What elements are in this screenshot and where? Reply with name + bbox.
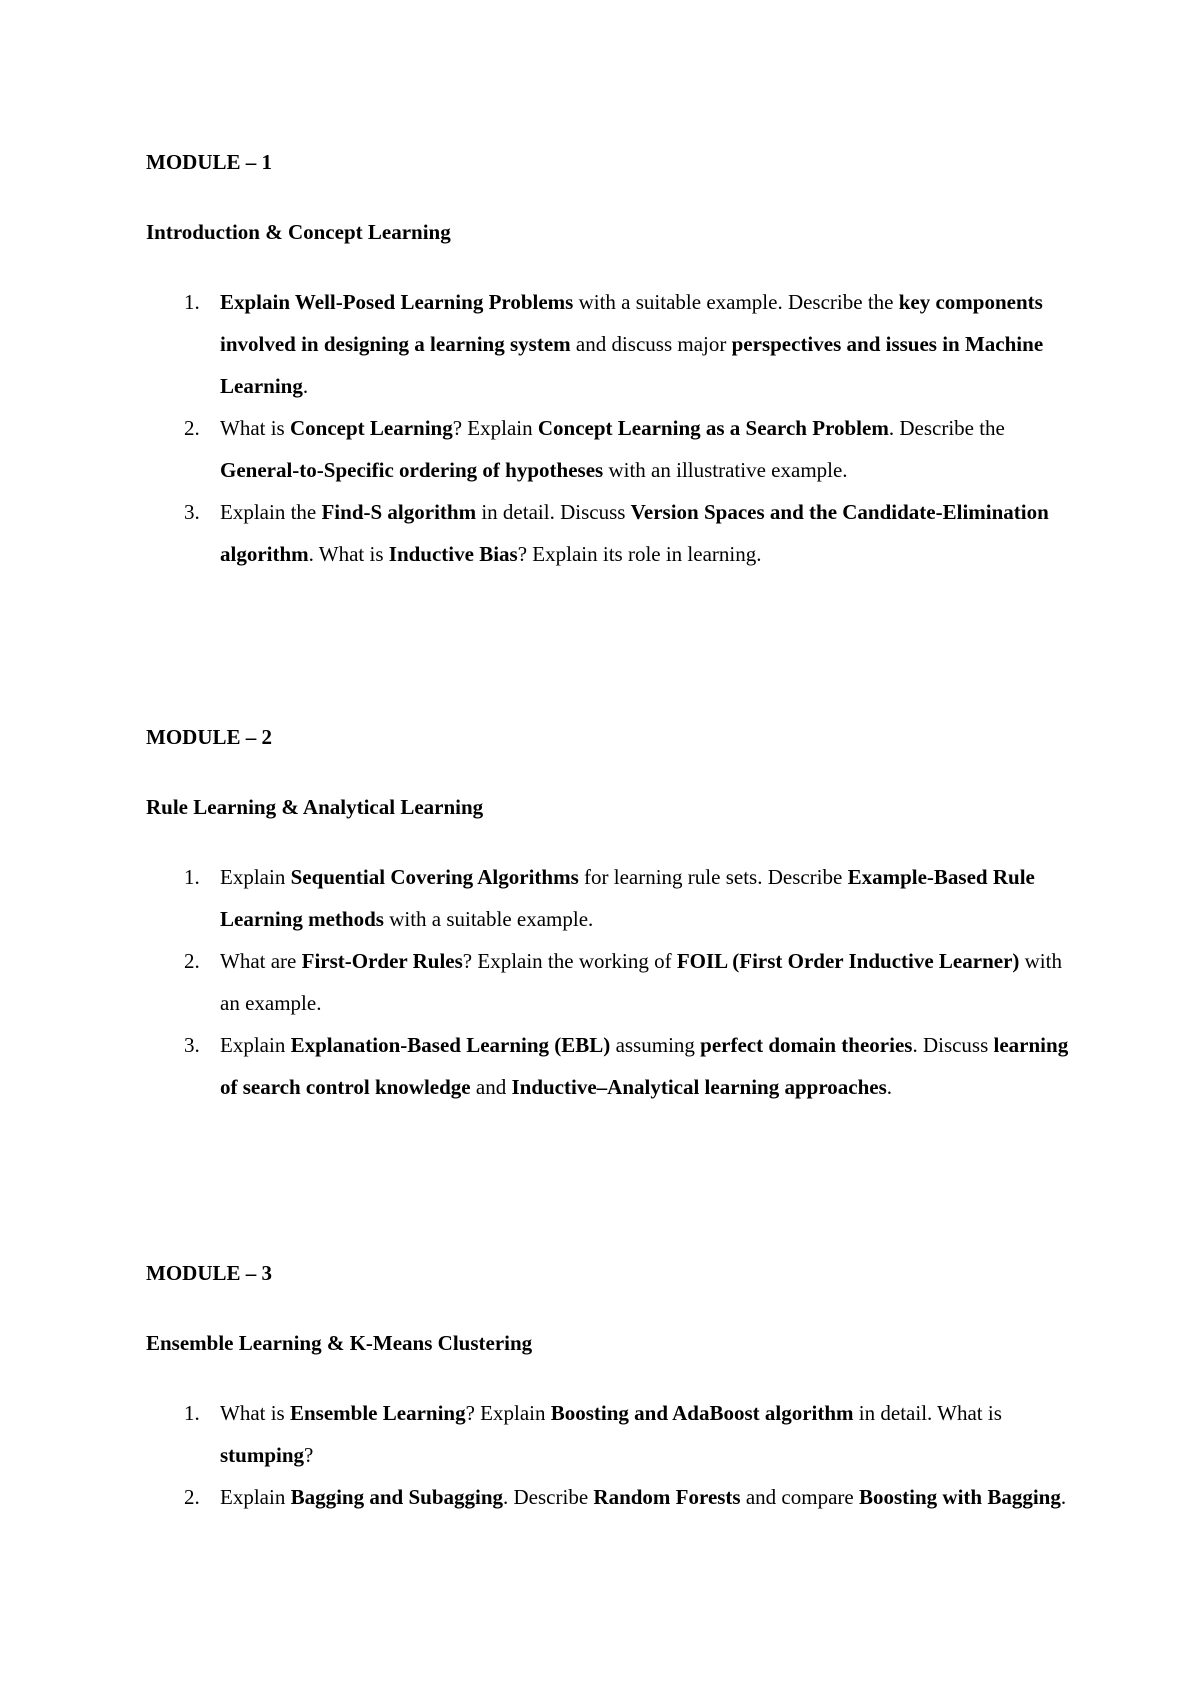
module-2-section xyxy=(146,716,1076,1108)
question-item xyxy=(146,1024,1076,1108)
question-segment: assuming xyxy=(610,1033,701,1057)
question-segment: General-to-Specific ordering of hypotheses xyxy=(220,458,604,482)
question-segment: . xyxy=(886,1075,893,1099)
question-text xyxy=(220,865,1035,931)
question-number: 1. xyxy=(184,865,200,889)
question-list xyxy=(146,856,1076,1108)
module-1-section xyxy=(146,141,1076,575)
question-segment: key components involved in designing a learning system xyxy=(220,290,1043,356)
question-text xyxy=(220,949,1062,1015)
question-segment: Explain xyxy=(220,1485,291,1509)
question-segment: perspectives and issues in Machine Learning xyxy=(220,332,1044,398)
question-segment: Explain xyxy=(220,865,291,889)
module-heading: MODULE – 1 xyxy=(146,150,272,174)
question-segment: Bagging and Subagging xyxy=(290,1485,504,1509)
question-item xyxy=(146,407,1076,491)
question-segment: Example-Based Rule Learning methods xyxy=(220,865,1035,931)
question-segment: ? Explain xyxy=(452,416,538,440)
module-heading: MODULE – 3 xyxy=(146,1261,272,1285)
question-segment: Concept Learning xyxy=(289,416,453,440)
question-number: 2. xyxy=(184,949,200,973)
question-segment: learning of search control knowledge xyxy=(220,1033,1069,1099)
question-segment: Explain the xyxy=(220,500,322,524)
module-title: Introduction & Concept Learning xyxy=(146,220,451,244)
question-segment: Inductive Bias xyxy=(388,542,518,566)
question-segment: FOIL (First Order Inductive Learner) xyxy=(676,949,1020,973)
question-segment: . Describe xyxy=(503,1485,594,1509)
question-number: 3. xyxy=(184,1033,200,1057)
question-segment: Boosting and AdaBoost algorithm xyxy=(550,1401,854,1425)
question-segment: with a suitable example. xyxy=(383,907,594,931)
question-segment: . xyxy=(1060,1485,1067,1509)
question-segment: with an illustrative example. xyxy=(603,458,848,482)
question-segment: . Describe the xyxy=(888,416,1005,440)
question-item xyxy=(146,1476,1076,1518)
module-3-section xyxy=(146,1252,1076,1518)
question-text xyxy=(220,1485,1066,1509)
question-segment: in detail. Discuss xyxy=(476,500,631,524)
question-segment: ? Explain its role in learning. xyxy=(517,542,762,566)
module-title: Ensemble Learning & K-Means Clustering xyxy=(146,1331,533,1355)
question-list xyxy=(146,1392,1076,1518)
question-text xyxy=(220,1401,1002,1467)
question-text xyxy=(220,500,1049,566)
question-segment: ? xyxy=(304,1443,314,1467)
question-segment: Version Spaces and the Candidate-Elimination algorithm xyxy=(220,500,1049,566)
question-item xyxy=(146,940,1076,1024)
question-segment: What is xyxy=(220,416,290,440)
question-item xyxy=(146,281,1076,407)
module-heading: MODULE – 2 xyxy=(146,725,272,749)
question-segment: with an example. xyxy=(220,949,1062,1015)
question-segment: . xyxy=(302,374,309,398)
question-segment: Boosting with Bagging xyxy=(858,1485,1061,1509)
question-segment: ? Explain the working of xyxy=(462,949,677,973)
question-segment: Ensemble Learning xyxy=(289,1401,466,1425)
question-segment: stumping xyxy=(220,1443,305,1467)
question-segment: Explanation-Based Learning (EBL) xyxy=(290,1033,611,1057)
question-text xyxy=(220,416,1005,482)
question-segment: in detail. What is xyxy=(853,1401,1002,1425)
question-list xyxy=(146,281,1076,575)
question-segment: Find-S algorithm xyxy=(321,500,477,524)
question-segment: First-Order Rules xyxy=(301,949,463,973)
question-segment: and discuss major xyxy=(570,332,732,356)
question-segment: perfect domain theories xyxy=(700,1033,913,1057)
question-number: 2. xyxy=(184,416,200,440)
question-segment: Inductive–Analytical learning approaches xyxy=(511,1075,887,1099)
question-item xyxy=(146,491,1076,575)
question-segment: Random Forests xyxy=(593,1485,741,1509)
question-segment: for learning rule sets. Describe xyxy=(578,865,848,889)
question-segment: What are xyxy=(220,949,302,973)
question-text xyxy=(220,290,1043,398)
question-segment: What is xyxy=(220,1401,290,1425)
question-number: 1. xyxy=(184,290,200,314)
question-number: 3. xyxy=(184,500,200,524)
question-text xyxy=(220,1033,1068,1099)
question-item xyxy=(146,856,1076,940)
question-segment: ? Explain xyxy=(465,1401,551,1425)
question-segment: and xyxy=(470,1075,512,1099)
question-segment: with a suitable example. Describe the xyxy=(573,290,899,314)
module-title: Rule Learning & Analytical Learning xyxy=(146,795,484,819)
question-number: 2. xyxy=(184,1485,200,1509)
question-segment: Sequential Covering Algorithms xyxy=(290,865,579,889)
question-segment: and compare xyxy=(740,1485,859,1509)
question-segment: Concept Learning as a Search Problem xyxy=(537,416,889,440)
question-segment: Explain xyxy=(220,1033,291,1057)
question-segment: . Discuss xyxy=(912,1033,994,1057)
question-number: 1. xyxy=(184,1401,200,1425)
question-segment: Explain Well-Posed Learning Problems xyxy=(220,290,574,314)
question-segment: . What is xyxy=(308,542,389,566)
question-item xyxy=(146,1392,1076,1476)
